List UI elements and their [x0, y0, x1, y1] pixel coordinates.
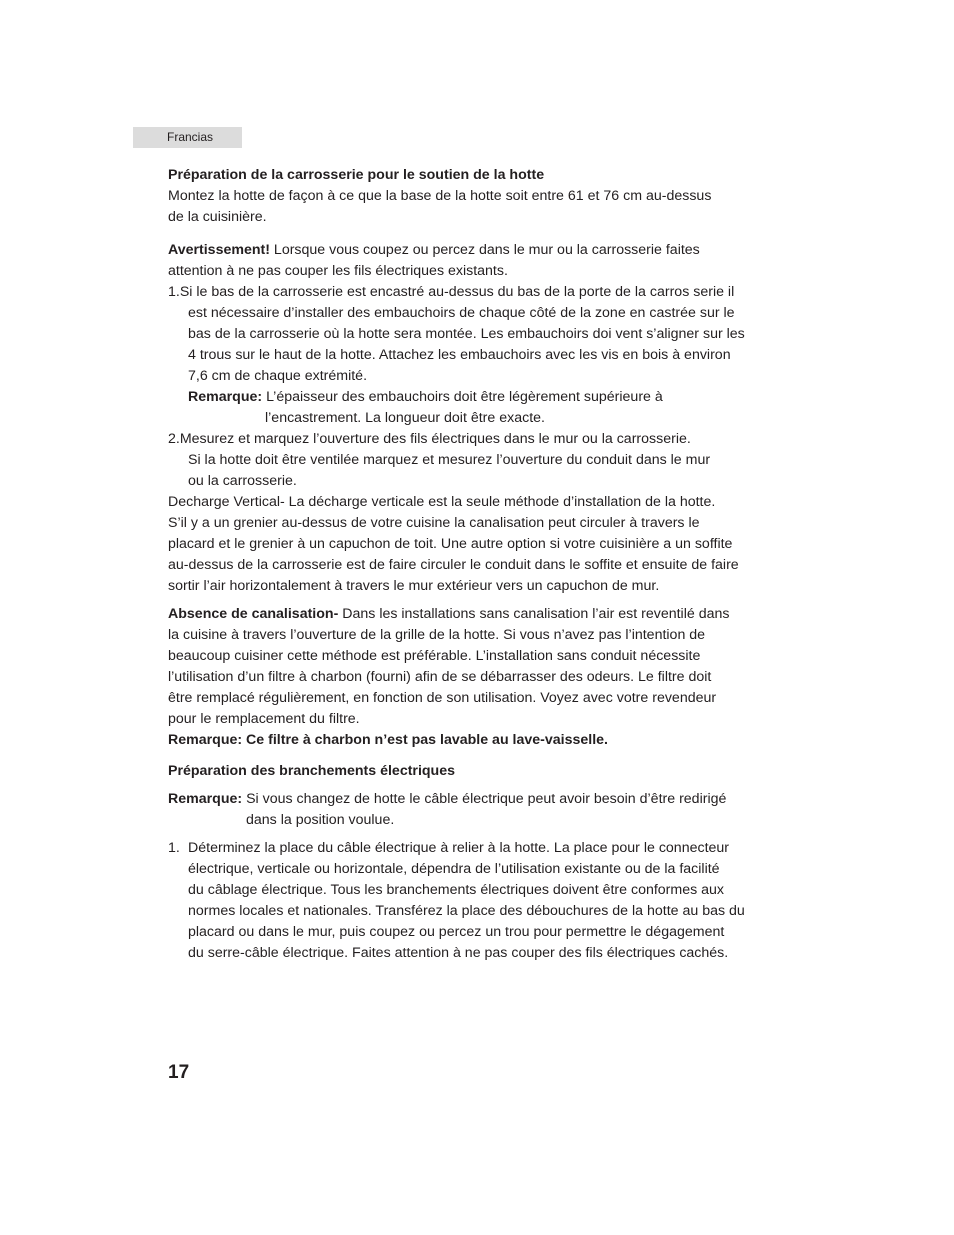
list-number: 2.	[168, 431, 180, 447]
list-line: est nécessaire d’installer des embauchoirs de chaque côté de la zone en castrée sur le	[188, 305, 735, 321]
list-line: Mesurez et marquez l’ouverture des fils électriques dans le mur ou la carrosserie.	[179, 431, 691, 447]
warning-label: Avertissement!	[168, 242, 270, 258]
paragraph-line: Decharge Vertical- La décharge verticale est la seule méthode d’installation de la hotte.	[168, 494, 716, 510]
paragraph-line: de la cuisinière.	[168, 209, 267, 225]
paragraph-line: être remplacé régulièrement, en fonction de son utilisation. Voyez avec votre revendeur	[168, 690, 717, 706]
list-item-electrical-1	[168, 838, 788, 859]
remark-text: l’encastrement. La longueur doit être exacte.	[265, 410, 545, 426]
paragraph-line: pour le remplacement du filtre.	[168, 711, 360, 727]
list-line: ou la carrosserie.	[188, 473, 297, 489]
list-line: du câblage électrique. Tous les branchements électriques doivent être conformes aux	[188, 882, 725, 898]
list-item-2	[168, 429, 788, 450]
paragraph-line: placard et le grenier à un capuchon de toit. Une autre option si votre cuisinière a un soffite	[168, 536, 733, 552]
paragraph-line: la cuisine à travers l’ouverture de la grille de la hotte. Si vous n’avez pas l’intention de	[168, 627, 706, 643]
remark-note-electrical	[168, 789, 788, 810]
paragraph-line: au-dessus de la carrosserie est de faire circuler le conduit dans le soffite et ensuite de faire	[168, 557, 739, 573]
list-line: Déterminez la place du câble électrique à relier à la hotte. La place pour le connecteur	[188, 840, 730, 856]
ductless-text: Dans les installations sans canalisation l’air est reventilé dans	[338, 606, 730, 622]
list-line: 7,6 cm de chaque extrémité.	[188, 368, 368, 384]
list-line: électrique, verticale ou horizontale, dépendra de l’utilisation existante ou de la facilité	[188, 861, 720, 877]
page-content	[168, 165, 788, 964]
remark-text: Si vous changez de hotte le câble électrique peut avoir besoin d’être redirigé	[242, 791, 727, 807]
page-number: 17	[168, 1062, 190, 1083]
list-item-1	[168, 282, 788, 303]
remark-text: L’épaisseur des embauchoirs doit être légèrement supérieure à	[262, 389, 663, 405]
list-number: 1.	[168, 840, 180, 856]
paragraph-line: sortir l’air horizontalement à travers le mur extérieur vers un capuchon de mur.	[168, 578, 660, 594]
list-line: normes locales et nationales. Transférez la place des débouchures de la hotte au bas du	[188, 903, 745, 919]
list-line: placard ou dans le mur, puis coupez ou percez un trou pour permettre le dégagement	[188, 924, 725, 940]
remark-label: Remarque:	[188, 389, 263, 405]
paragraph-line: beaucoup cuisiner cette méthode est préférable. L’installation sans conduit nécessite	[168, 648, 701, 664]
list-line: du serre-câble électrique. Faites attention à ne pas couper des fils électriques cachés.	[188, 945, 729, 961]
ductless-label: Absence de canalisation-	[168, 606, 339, 622]
ductless-paragraph	[168, 604, 788, 625]
section-heading-electrical: Préparation des branchements électriques	[168, 763, 456, 779]
paragraph-line: Montez la hotte de façon à ce que la base de la hotte soit entre 61 et 76 cm au-dessus	[168, 188, 712, 204]
list-line: Si la hotte doit être ventilée marquez et mesurez l’ouverture du conduit dans le mur	[188, 452, 711, 468]
section-heading-cabinet: Préparation de la carrosserie pour le soutien de la hotte	[168, 167, 545, 183]
paragraph-line: S’il y a un grenier au-dessus de votre cuisine la canalisation peut circuler à travers le	[168, 515, 700, 531]
warning-text: Lorsque vous coupez ou percez dans le mur ou la carrosserie faites	[269, 242, 700, 258]
list-number: 1.	[168, 284, 180, 300]
remark-note	[168, 387, 788, 429]
warning-paragraph	[168, 240, 788, 261]
filter-remark: Remarque: Ce filtre à charbon n’est pas lavable au lave-vaisselle.	[168, 732, 608, 748]
list-line: 4 trous sur le haut de la hotte. Attachez les embauchoirs avec les vis en bois à environ	[188, 347, 731, 363]
list-line: bas de la carrosserie où la hotte sera montée. Les embauchoirs doi vent s’aligner sur les	[188, 326, 745, 342]
paragraph-line: l’utilisation d’un filtre à charbon (fourni) afin de se débarrasser des odeurs. Le filtre doit	[168, 669, 712, 685]
language-tab: Francias	[133, 127, 242, 148]
remark-text: dans la position voulue.	[246, 812, 395, 828]
paragraph-line: attention à ne pas couper les fils électriques existants.	[168, 263, 508, 279]
remark-label: Remarque:	[168, 791, 243, 807]
list-line: Si le bas de la carrosserie est encastré au-dessus du bas de la porte de la carros serie il	[179, 284, 735, 300]
